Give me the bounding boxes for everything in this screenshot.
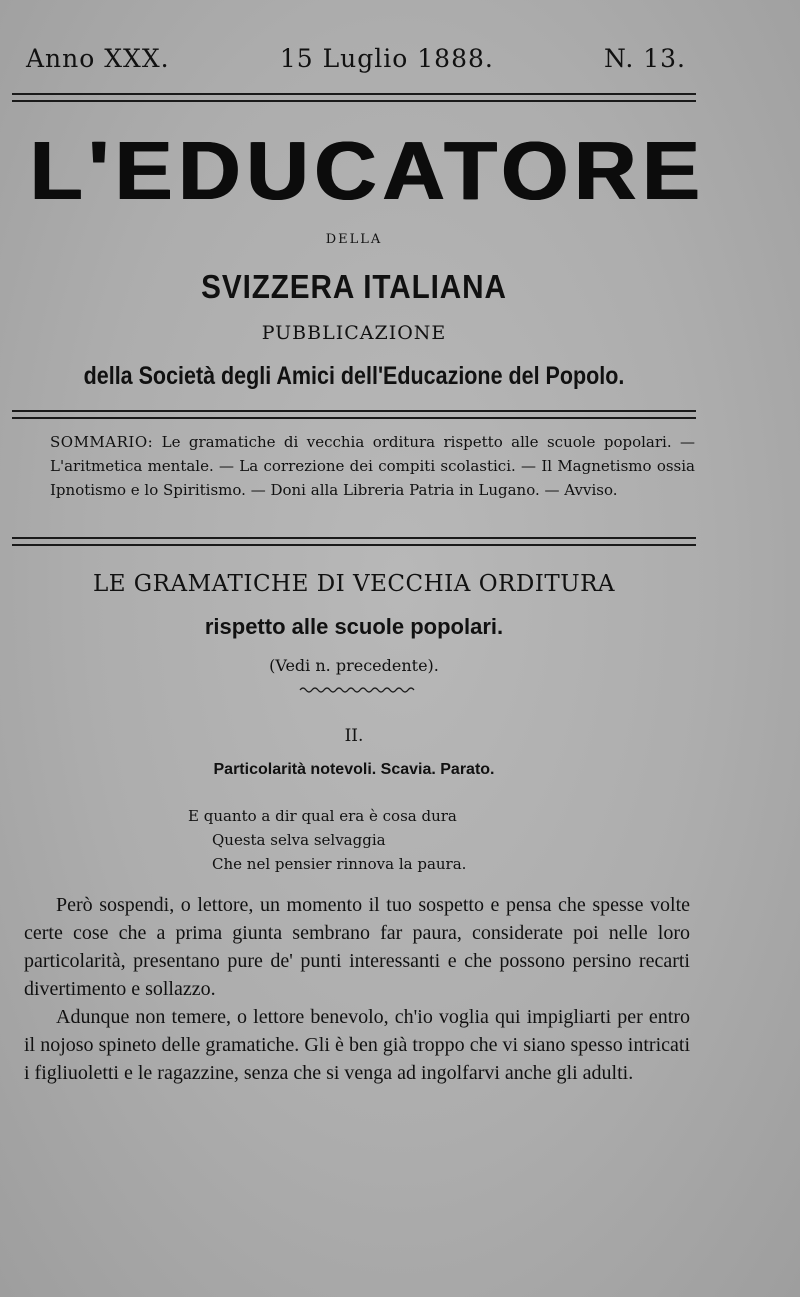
verse-epigraph (188, 804, 466, 876)
paragraph: Però sospendi, o lettore, un momento il tuo sospetto e pensa che spesse volte certe cose che a prima giunta sembrano far paura, considerate poi nelle loro particolarità, presentano pure de' punti interessanti e che possono persino recarti divertimento e sollazzo. (24, 894, 690, 1000)
section-title: Particolarità notevoli. Scavia. Parato. (213, 761, 495, 778)
ornament-divider (298, 683, 418, 697)
verse-line: E quanto a dir qual era è cosa dura (188, 807, 457, 825)
verse-line: Che nel pensier rinnova la paura. (212, 855, 467, 873)
journal-title: L'EDUCATORE (30, 124, 706, 218)
summary (50, 430, 695, 502)
issue-date: 15 Luglio 1888. (279, 44, 494, 73)
header-rule (12, 410, 696, 419)
journal-subtitle: SVIZZERA ITALIANA (201, 268, 507, 305)
article-subtitle: rispetto alle scuole popolari. (204, 614, 504, 639)
masthead-rule (12, 93, 696, 102)
article-body (24, 891, 690, 1087)
summary-text: Le gramatiche di vecchia orditura rispetto alle scuole popolari. — L'aritmetica mentale. — La correzione dei compiti scolastici. — Il Magnetismo ossia Ipnotismo e lo Spiritismo. — Doni alla Libreria Patria in Lugano. — Avviso. (50, 433, 695, 499)
publisher-society: della Società degli Amici dell'Educazione del Popolo. (83, 362, 625, 390)
masthead (26, 44, 686, 73)
issue-year: Anno XXX. (26, 44, 170, 73)
summary-rule (12, 537, 696, 546)
publication-label: PUBBLICAZIONE (261, 322, 447, 344)
verse-line: Questa selva selvaggia (212, 831, 386, 849)
issue-number: N. 13. (604, 44, 686, 73)
summary-label: SOMMARIO: (50, 433, 154, 451)
article-reference: (Vedi n. precedente). (269, 656, 439, 675)
title-della: DELLA (325, 232, 383, 247)
article-title: LE GRAMATICHE DI VECCHIA ORDITURA (92, 571, 616, 597)
paragraph: Adunque non temere, o lettore benevolo, ch'io voglia qui impigliarti per entro il nojoso spineto delle gramatiche. Gli è ben già troppo che vi siano spesso intricati i figliuoletti e le ragazzine, senza che si venga ad ingolfarvi anche gli adulti. (24, 1006, 690, 1084)
section-number: II. (344, 726, 364, 746)
